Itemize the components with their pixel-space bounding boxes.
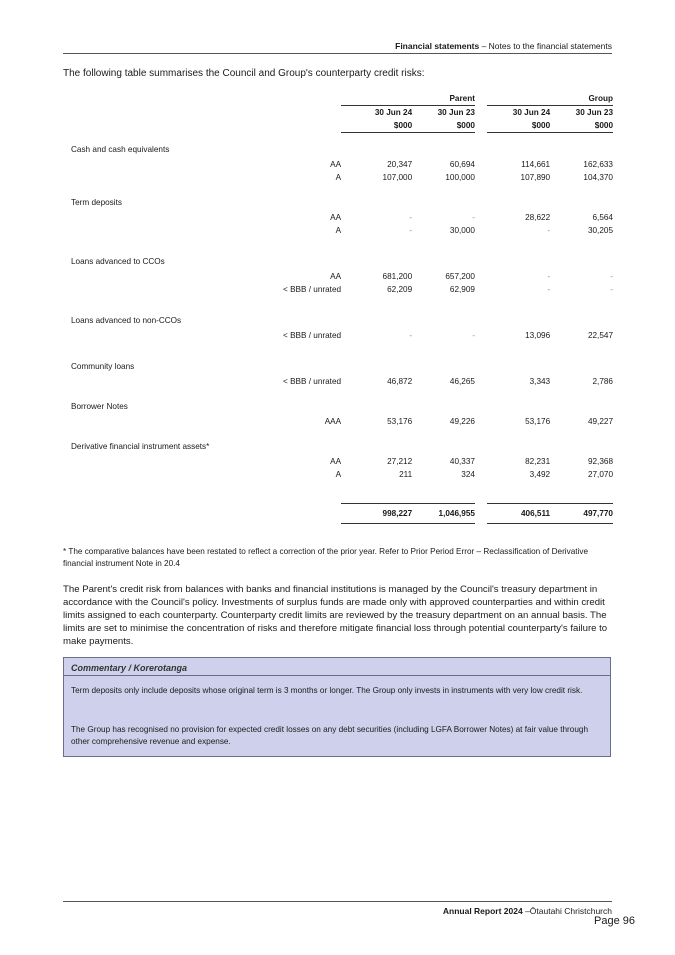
credit-rating: AA <box>330 272 342 281</box>
column-gap <box>475 283 487 296</box>
value-cell: 49,226 <box>449 417 475 426</box>
col-unit-3: $000 <box>487 119 550 133</box>
table-row <box>63 158 613 171</box>
column-gap <box>475 270 487 283</box>
totals-rating-blank <box>269 504 341 524</box>
table-spacer-row <box>63 184 613 196</box>
credit-rating: AA <box>330 213 342 222</box>
column-gap <box>475 375 487 388</box>
parent-group-label: Parent <box>412 92 475 106</box>
value-cell: - <box>610 272 613 281</box>
section-title-row <box>63 196 613 209</box>
row-label-blank <box>63 283 269 296</box>
table-group-header <box>63 92 613 106</box>
section-title: Loans advanced to CCOs <box>71 257 165 266</box>
value-cell: 30,000 <box>449 226 475 235</box>
header-subsection: – Notes to the financial statements <box>479 41 612 51</box>
value-cell: 22,547 <box>587 331 613 340</box>
value-cell: 27,212 <box>387 457 413 466</box>
value-cell: 30,205 <box>587 226 613 235</box>
col-unit-4: $000 <box>550 119 613 133</box>
credit-rating: AA <box>330 457 342 466</box>
credit-rating: AAA <box>324 417 342 426</box>
row-label-blank <box>63 468 269 481</box>
value-cell: - <box>547 272 551 281</box>
value-cell: 53,176 <box>525 417 551 426</box>
section-title-row <box>63 255 613 268</box>
row-label-blank <box>63 211 269 224</box>
credit-rating: A <box>335 173 342 182</box>
total-cell: 1,046,955 <box>412 504 475 524</box>
intro-text: The following table summarises the Council and Group's counterparty credit risks: <box>63 68 425 79</box>
credit-rating: AA <box>330 160 342 169</box>
credit-risk-table <box>63 92 613 524</box>
section-title-row <box>63 360 613 373</box>
value-cell: 114,661 <box>521 160 551 169</box>
value-cell: 46,872 <box>387 377 413 386</box>
row-label-blank <box>63 171 269 184</box>
value-cell: 3,343 <box>529 377 551 386</box>
value-cell: 60,694 <box>449 160 475 169</box>
totals-row <box>63 504 613 524</box>
col-date-2: 30 Jun 23 <box>437 108 475 117</box>
row-label-blank <box>63 455 269 468</box>
section-title: Cash and cash equivalents <box>71 145 170 154</box>
col-unit-2: $000 <box>412 119 475 133</box>
column-gap <box>475 224 487 237</box>
commentary-paragraph-1: Term deposits only include deposits whose original term is 3 months or longer. The Group only invests in instruments with very low credit risk. <box>71 686 583 695</box>
section-title-row <box>63 440 613 453</box>
commentary-box <box>63 657 611 757</box>
credit-risk-paragraph: The Parent's credit risk from balances with banks and financial institutions is managed by the Council's treasury department in accordance with the Council's policy. Investments of surplus funds are made only with approved counterparties and within credit limits assigned to each counterparty. Counterparty credit limits are reviewed by the treasury department on an annual basis. The limits are set to minimise the concentration of risks and therefore mitigate financial loss through potential counterparty's failure to make payments. <box>63 584 608 647</box>
credit-rating: A <box>335 226 342 235</box>
section-title-row <box>63 314 613 327</box>
section-title: Borrower Notes <box>71 402 128 411</box>
table-row <box>63 455 613 468</box>
header-divider <box>63 53 612 54</box>
table-spacer-row <box>63 133 613 144</box>
commentary-title: Commentary / Korerotanga <box>71 663 188 673</box>
credit-rating: < BBB / unrated <box>283 285 342 294</box>
column-gap <box>475 158 487 171</box>
value-cell: 82,231 <box>525 457 551 466</box>
value-cell: 20,347 <box>387 160 413 169</box>
col-date-3: 30 Jun 24 <box>512 108 551 117</box>
column-gap <box>475 211 487 224</box>
column-gap <box>475 415 487 428</box>
value-cell: 53,176 <box>387 417 413 426</box>
running-header <box>395 41 612 51</box>
value-cell: - <box>472 213 475 222</box>
column-gap <box>475 468 487 481</box>
table-row <box>63 224 613 237</box>
row-label-blank <box>63 329 269 342</box>
table-row <box>63 415 613 428</box>
table-row <box>63 171 613 184</box>
column-gap <box>475 171 487 184</box>
table-spacer-row <box>63 237 613 255</box>
table-row <box>63 375 613 388</box>
value-cell: 162,633 <box>583 160 613 169</box>
value-cell: 3,492 <box>529 470 551 479</box>
row-label-blank <box>63 415 269 428</box>
row-label-blank <box>63 224 269 237</box>
value-cell: 28,622 <box>525 213 551 222</box>
total-cell: 998,227 <box>341 504 412 524</box>
commentary-divider <box>64 675 610 676</box>
value-cell: 49,227 <box>587 417 613 426</box>
value-cell: 27,070 <box>587 470 613 479</box>
footer-report-title: Annual Report 2024 <box>442 906 523 916</box>
value-cell: - <box>409 226 413 235</box>
page-number: Page 96 <box>594 915 635 927</box>
table-spacer-row <box>63 481 613 504</box>
table-row <box>63 270 613 283</box>
row-label-blank <box>63 158 269 171</box>
credit-rating: < BBB / unrated <box>283 331 342 340</box>
value-cell: 46,265 <box>449 377 475 386</box>
section-title: Community loans <box>71 362 135 371</box>
value-cell: 657,200 <box>445 272 475 281</box>
table-spacer-row <box>63 388 613 400</box>
table-date-header <box>63 106 613 120</box>
value-cell: - <box>409 331 413 340</box>
commentary-paragraph-2: The Group has recognised no provision for expected credit losses on any debt securities (including LGFA Borrower Notes) at fair value through other comprehensive revenue and expense. <box>71 725 588 746</box>
value-cell: 107,890 <box>520 173 551 182</box>
value-cell: 681,200 <box>382 272 413 281</box>
table-row <box>63 468 613 481</box>
footer-location: –Ōtautahi Christchurch <box>522 906 612 916</box>
col-date-4: 30 Jun 23 <box>575 108 613 117</box>
value-cell: - <box>547 226 551 235</box>
value-cell: - <box>547 285 551 294</box>
group-group-label: Group <box>550 92 613 106</box>
totals-label-blank <box>63 504 269 524</box>
value-cell: 211 <box>399 470 413 479</box>
credit-rating: A <box>335 470 342 479</box>
footer-divider <box>63 901 612 902</box>
value-cell: 107,000 <box>382 173 413 182</box>
credit-rating: < BBB / unrated <box>283 377 342 386</box>
column-gap <box>475 455 487 468</box>
table-row <box>63 283 613 296</box>
section-title-row <box>63 400 613 413</box>
section-title: Derivative financial instrument assets* <box>71 442 210 451</box>
section-title: Loans advanced to non-CCOs <box>71 316 182 325</box>
section-title: Term deposits <box>71 198 122 207</box>
table-spacer-row <box>63 342 613 360</box>
table-row <box>63 211 613 224</box>
value-cell: 13,096 <box>525 331 551 340</box>
column-gap <box>475 504 487 524</box>
col-date-1: 30 Jun 24 <box>374 108 413 117</box>
value-cell: 40,337 <box>449 457 475 466</box>
value-cell: 62,909 <box>449 285 475 294</box>
value-cell: 92,368 <box>587 457 613 466</box>
table-row <box>63 329 613 342</box>
table-spacer-row <box>63 296 613 314</box>
table-spacer-row <box>63 428 613 440</box>
value-cell: 2,786 <box>592 377 613 386</box>
table-footnote: * The comparative balances have been restated to reflect a correction of the prior year. Refer to Prior Period Error – Reclassification of Derivative financial instrument Note in 20.4 <box>63 547 589 568</box>
row-label-blank <box>63 270 269 283</box>
total-cell: 406,511 <box>487 504 550 524</box>
value-cell: - <box>409 213 413 222</box>
row-label-blank <box>63 375 269 388</box>
value-cell: - <box>472 331 475 340</box>
table-units-header <box>63 119 613 133</box>
section-title-row <box>63 143 613 156</box>
header-section: Financial statements <box>395 41 480 51</box>
running-footer <box>443 906 612 916</box>
total-cell: 497,770 <box>550 504 613 524</box>
value-cell: 100,000 <box>445 173 475 182</box>
column-gap <box>475 329 487 342</box>
col-unit-1: $000 <box>341 119 412 133</box>
value-cell: 324 <box>461 470 475 479</box>
value-cell: 104,370 <box>583 173 613 182</box>
value-cell: 62,209 <box>387 285 413 294</box>
value-cell: 6,564 <box>592 213 613 222</box>
value-cell: - <box>610 285 613 294</box>
